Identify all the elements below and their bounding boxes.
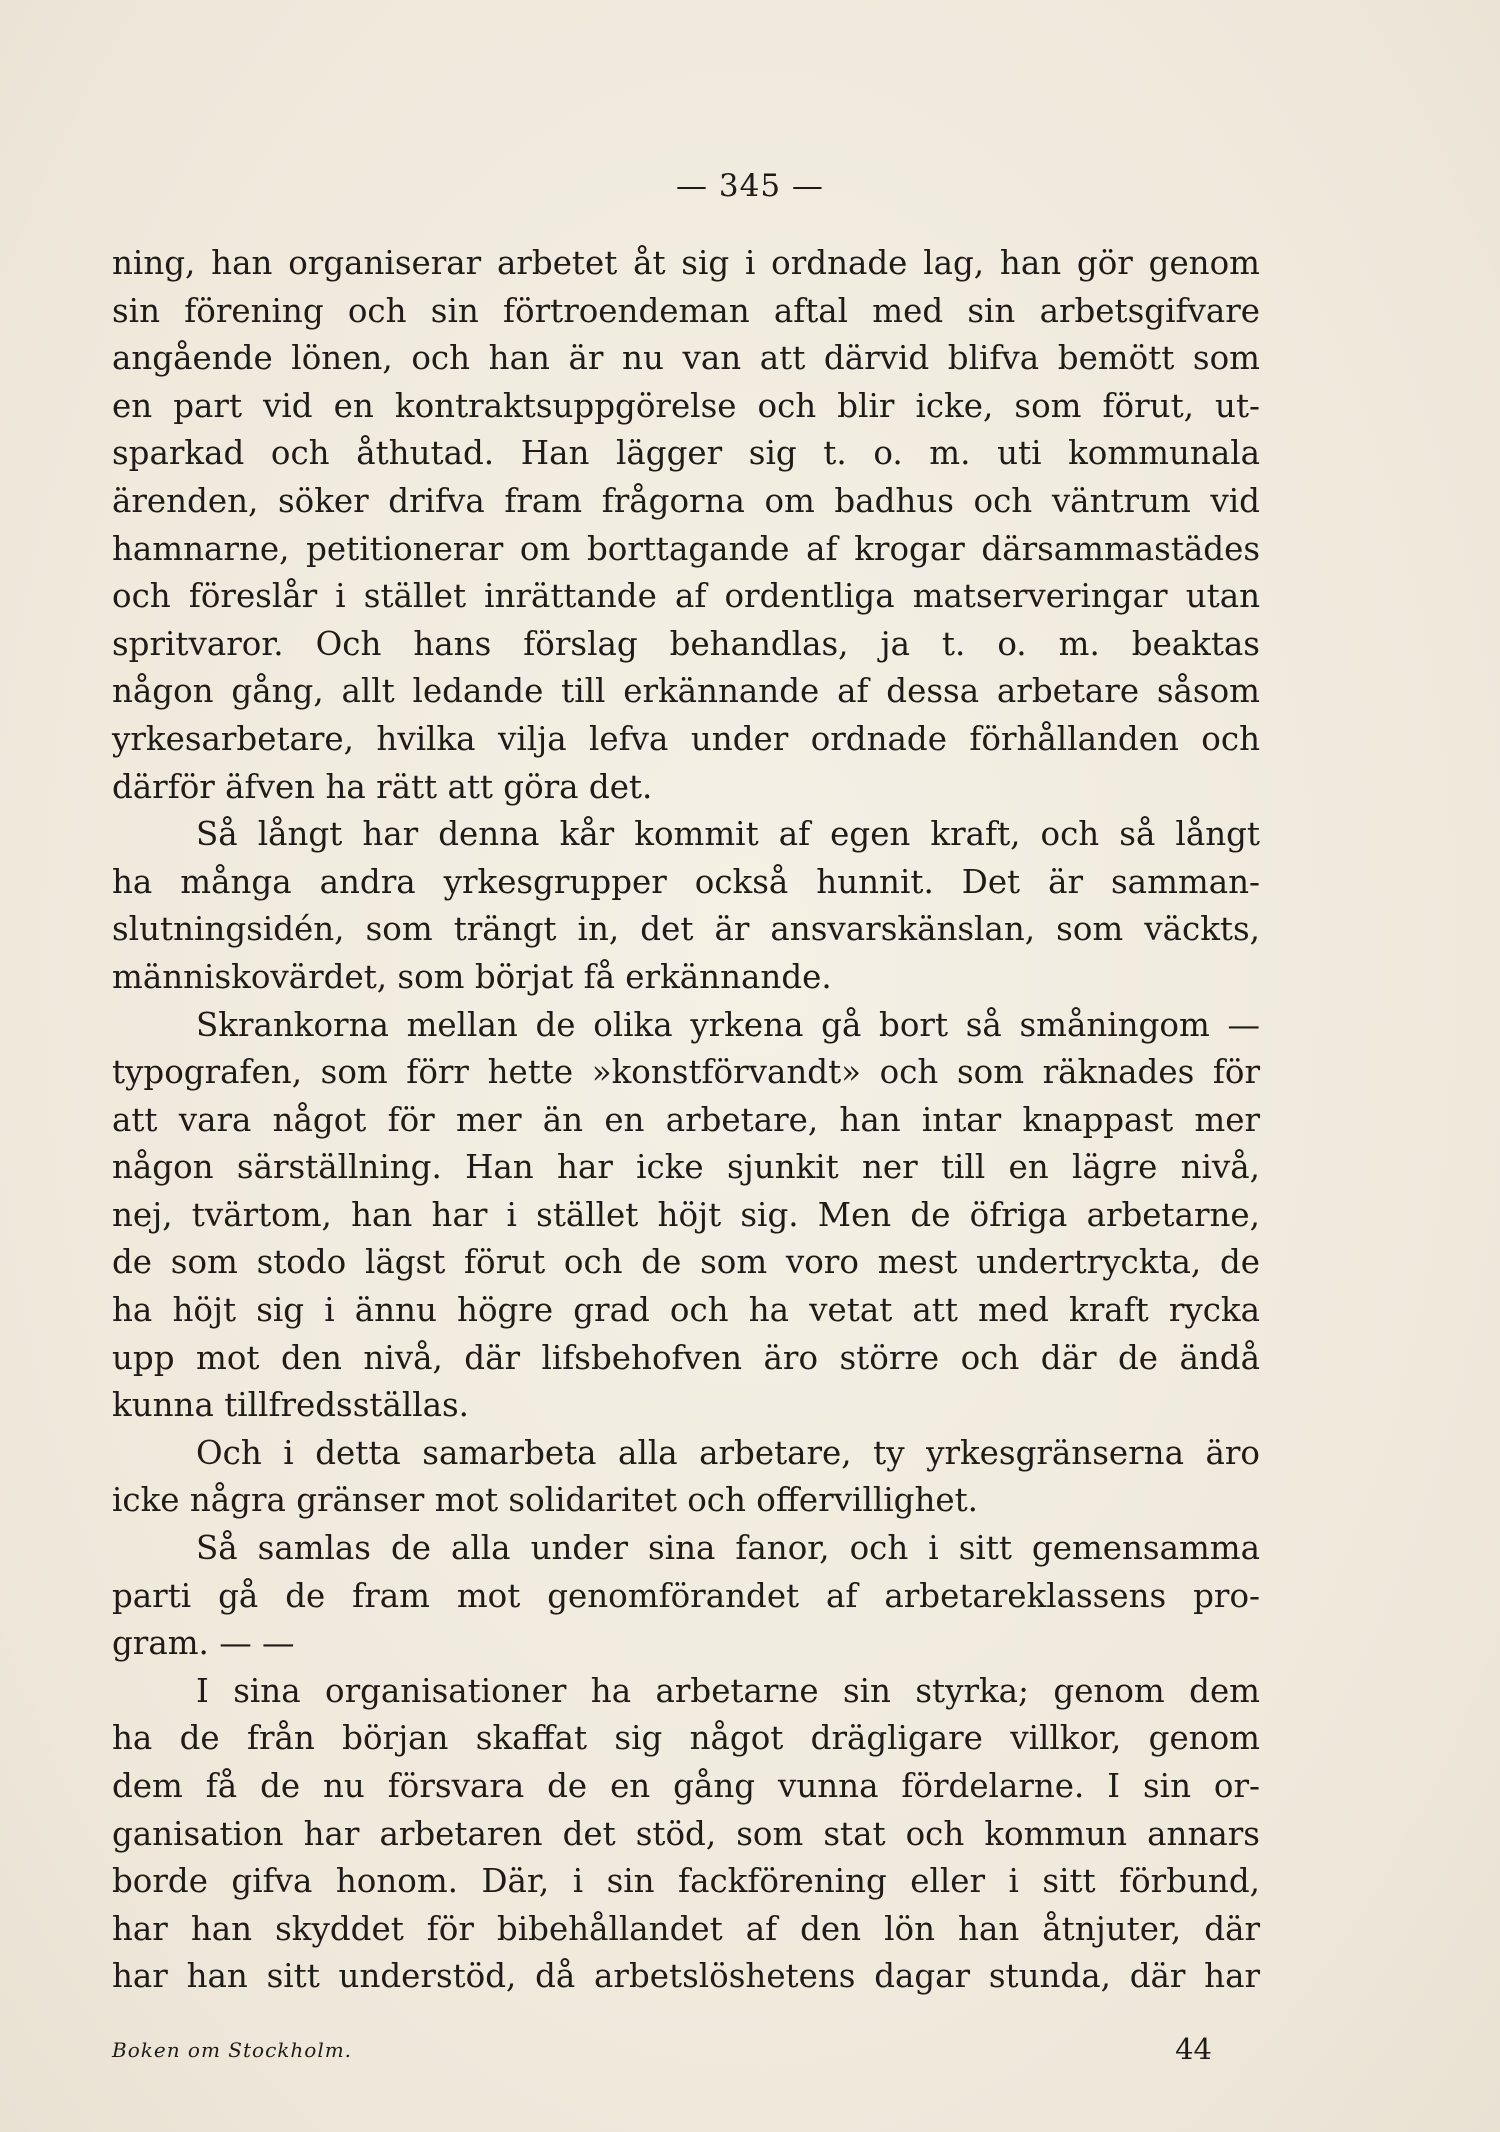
body-text	[112, 240, 1260, 2001]
text-line: har han sitt understöd, då arbetslöshetens dagar stunda, där har	[112, 1957, 1260, 1996]
text-line: människovärdet, som börjat få erkännande.	[112, 957, 832, 996]
text-line: därför äfven ha rätt att göra det.	[112, 767, 653, 806]
text-line: upp mot den nivå, där lifsbehofven äro större och där de ändå	[112, 1338, 1260, 1377]
paragraph-first-line: Skrankorna mellan de olika yrkena gå bort så småningom —	[196, 1005, 1260, 1044]
text-line: slutningsidén, som trängt in, det är ansvarskänslan, som väckts,	[112, 910, 1260, 949]
printer-signature: Boken om Stockholm.	[112, 2038, 353, 2062]
text-line: borde gifva honom. Där, i sin fackförening eller i sitt förbund,	[112, 1862, 1260, 1901]
paragraph-first-line: I sina organisationer ha arbetarne sin styrka; genom dem	[196, 1671, 1260, 1710]
paragraph-first-line: Så långt har denna kår kommit af egen kraft, och så långt	[196, 815, 1260, 854]
text-line: dem få de nu försvara de en gång vunna fördelarne. I sin or-	[112, 1767, 1260, 1805]
text-line: ärenden, söker drifva fram frågorna om badhus och väntrum vid	[112, 481, 1260, 520]
text-line: har han skyddet för bibehållandet af den lön han åtnjuter, där	[112, 1909, 1260, 1948]
text-line: icke några gränser mot solidaritet och offervillighet.	[112, 1481, 978, 1520]
text-line: nej, tvärtom, han har i stället höjt sig. Men de öfriga arbetarne,	[112, 1195, 1260, 1234]
text-line: en part vid en kontraktsuppgörelse och blir icke, som förut, ut-	[112, 386, 1260, 425]
text-line: yrkesarbetare, hvilka vilja lefva under ordnade förhållanden och	[112, 719, 1260, 758]
text-line: hamnarne, petitionerar om borttagande af krogar därsammastädes	[112, 529, 1260, 568]
text-line: ha de från början skaffat sig något drägligare villkor, genom	[112, 1719, 1260, 1758]
sheet-number: 44	[1175, 2032, 1212, 2066]
paragraph-first-line: Och i detta samarbeta alla arbetare, ty yrkesgränserna äro	[196, 1433, 1260, 1472]
text-line: angående lönen, och han är nu van att därvid blifva bemött som	[112, 339, 1260, 378]
text-line: spritvaror. Och hans förslag behandlas, ja t. o. m. beaktas	[112, 624, 1260, 663]
text-line: ganisation har arbetaren det stöd, som stat och kommun annars	[112, 1814, 1260, 1853]
text-line: ning, han organiserar arbetet åt sig i ordnade lag, han gör genom	[112, 244, 1260, 282]
paragraph-first-line: Så samlas de alla under sina fanor, och i sitt gemensamma	[196, 1529, 1260, 1568]
text-line: och föreslår i stället inrättande af ordentliga matserveringar utan	[112, 577, 1260, 616]
text-line: kunna tillfredsställas.	[112, 1386, 470, 1425]
text-line: gram. — —	[112, 1624, 295, 1663]
text-line: att vara något för mer än en arbetare, han intar knappast mer	[112, 1100, 1260, 1139]
text-line: någon särställning. Han har icke sjunkit ner till en lägre nivå,	[112, 1148, 1260, 1187]
text-line: sin förening och sin förtroendeman aftal med sin arbetsgifvare	[112, 291, 1260, 330]
page-number: — 345 —	[676, 168, 824, 204]
text-line: någon gång, allt ledande till erkännande af dessa arbetare såsom	[112, 672, 1260, 711]
text-line: ha många andra yrkesgrupper också hunnit. Det är samman-	[112, 862, 1260, 901]
text-line: sparkad och åthutad. Han lägger sig t. o. m. uti kommunala	[112, 434, 1260, 473]
text-line: de som stodo lägst förut och de som voro mest undertryckta, de	[112, 1243, 1260, 1282]
text-line: parti gå de fram mot genomförandet af arbetareklassens pro-	[112, 1576, 1260, 1615]
text-line: ha höjt sig i ännu högre grad och ha vetat att med kraft rycka	[112, 1291, 1260, 1330]
page-footer	[112, 2032, 1260, 2072]
text-line: typografen, som förr hette »konstförvandt» och som räknades för	[112, 1053, 1260, 1092]
